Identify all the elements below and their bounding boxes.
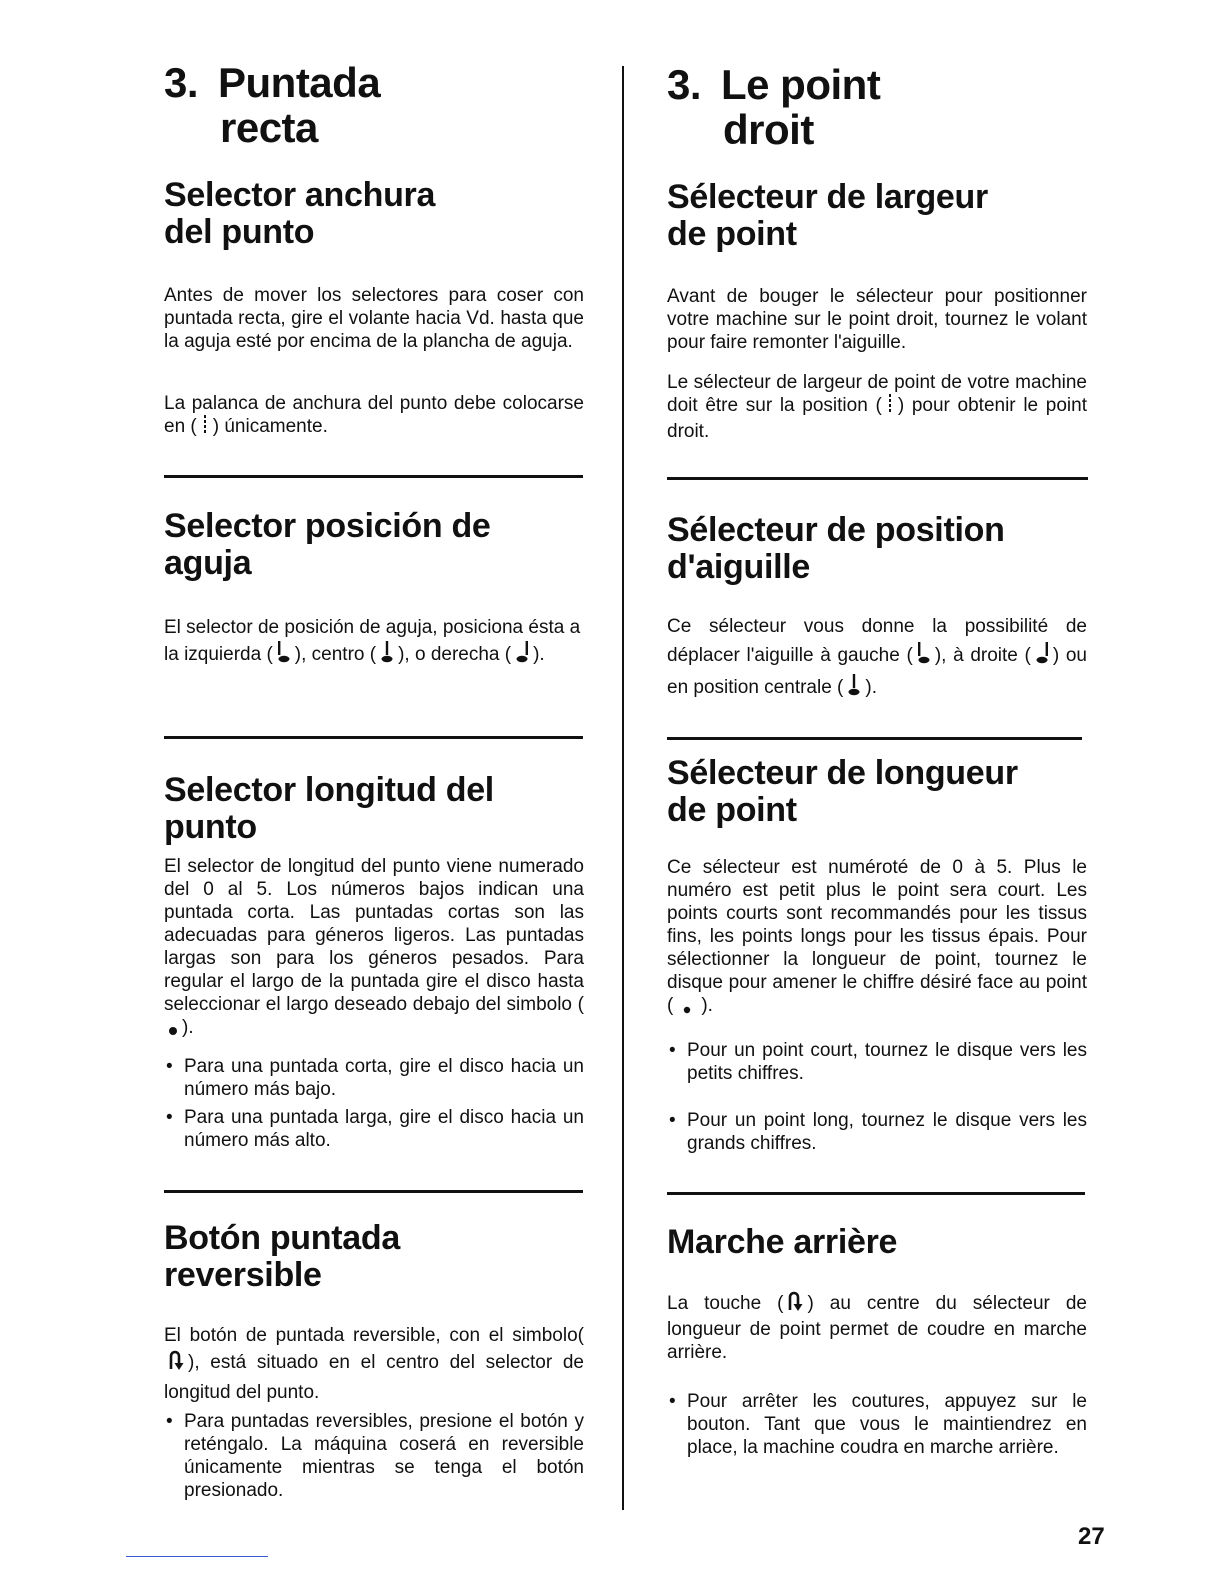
reverse-paragraph-fr: La touche ( ) au centre du sélecteur de longueur de point permet de coudre en marche arrière.: [667, 1290, 1087, 1364]
width-heading-fr: Sélecteur de largeur de point: [667, 178, 988, 253]
column-divider: [622, 66, 624, 1510]
reverse-heading-es: Botón puntada reversible: [164, 1219, 400, 1294]
width-setting-paragraph-es: La palanca de anchura del punto debe colocarse en ( ) únicamente.: [164, 392, 584, 441]
length-bullets-fr: [667, 1039, 1087, 1155]
length-paragraph-es: El selector de longitud del punto viene numerado del 0 al 5. Los números bajos indican una puntada corta. Las puntadas cortas son las adecuadas para géneros ligeros. Las puntadas largas son para los géneros pesados. Para regular el largo de la puntada gire el disco hasta seleccionar el largo deseado debajo del simbolo ().: [164, 855, 584, 1042]
straight-stitch-icon: [886, 394, 894, 420]
width-paragraph-fr: Avant de bouger le sélecteur pour positionner votre machine sur le point droit, tournez le volant pour faire remonter l'aiguille.: [667, 286, 1087, 353]
stitch-dot-icon: [168, 1019, 178, 1042]
reverse-bullets-fr: [667, 1390, 1087, 1459]
reverse-bullets-es: [164, 1410, 584, 1502]
position-paragraph-fr: Ce sélecteur vous donne la possibilité de déplacer l'aiguille à gauche ( ), à droite ( ) ou en position centrale ( ).: [667, 614, 1087, 704]
needle-center-icon: [847, 672, 861, 704]
length-heading-es: Selector longitud del punto: [164, 771, 494, 846]
list-item: • Pour un point long, tournez le disque vers les grands chiffres.: [667, 1109, 1087, 1155]
position-heading-fr: Sélecteur de position d'aiguille: [667, 511, 1005, 586]
straight-stitch-icon: [201, 415, 209, 441]
list-item: • Para una puntada larga, gire el disco hacia un número más alto.: [164, 1106, 584, 1152]
section-rule: [164, 475, 583, 478]
section-title-es: 3. Puntada recta: [164, 59, 381, 151]
section-rule: [164, 1190, 583, 1193]
section-rule: [667, 1192, 1085, 1195]
list-item: • Para puntadas reversibles, presione el botón y reténgalo. La máquina coserá en reversible únicamente mientras se tenga el botón presionado.: [164, 1410, 584, 1502]
section-title-fr: 3. Le point droit: [667, 61, 881, 153]
reverse-paragraph-es: El botón de puntada reversible, con el simbolo(), está situado en el centro del selector de longitud del punto.: [164, 1325, 584, 1403]
section-rule: [667, 477, 1088, 480]
reverse-heading-fr: Marche arrière: [667, 1223, 898, 1261]
section-rule: [667, 737, 1082, 740]
list-item: • Pour un point court, tournez le disque vers les petits chiffres.: [667, 1039, 1087, 1085]
width-paragraph-es: Antes de mover los selectores para coser con puntada recta, gire el volante hacia Vd. hasta que la aguja esté por encima de la plancha de aguja.: [164, 285, 584, 352]
position-paragraph-es: El selector de posición de aguja, posiciona ésta a la izquierda ( ), centro ( ), o derecha ( ).: [164, 616, 584, 669]
footer-rule: [126, 1556, 268, 1557]
stitch-dot-icon: [683, 997, 691, 1020]
section-rule: [164, 736, 583, 739]
length-paragraph-fr: Ce sélecteur est numéroté de 0 à 5. Plus le numéro est petit plus le point sera court. Les points courts sont recommandés pour les tissus fins, les points longs pour les tissus épais. Pour sélectionner la longueur de point, tournez le disque pour amener le chiffre désiré face au point ( ).: [667, 856, 1087, 1020]
width-setting-paragraph-fr: Le sélecteur de largeur de point de votre machine doit être sur la position ( ) pour obtenir le point droit.: [667, 372, 1087, 442]
page-number: 27: [1078, 1523, 1105, 1550]
needle-center-icon: [380, 639, 394, 669]
position-heading-es: Selector posición de aguja: [164, 507, 491, 582]
reverse-stitch-icon: [168, 1349, 184, 1379]
list-item: • Pour arrêter les coutures, appuyez sur le bouton. Tant que vous le maintiendrez en place, la machine coudra en marche arrière.: [667, 1390, 1087, 1459]
needle-left-icon: [917, 640, 931, 672]
length-bullets-es: [164, 1055, 584, 1152]
reverse-stitch-icon: [787, 1290, 803, 1318]
length-heading-fr: Sélecteur de longueur de point: [667, 754, 1018, 829]
needle-left-icon: [277, 639, 291, 669]
needle-right-icon: [515, 639, 529, 669]
needle-right-icon: [1035, 640, 1049, 672]
list-item: • Para una puntada corta, gire el disco hacia un número más bajo.: [164, 1055, 584, 1101]
width-heading-es: Selector anchura del punto: [164, 176, 436, 251]
